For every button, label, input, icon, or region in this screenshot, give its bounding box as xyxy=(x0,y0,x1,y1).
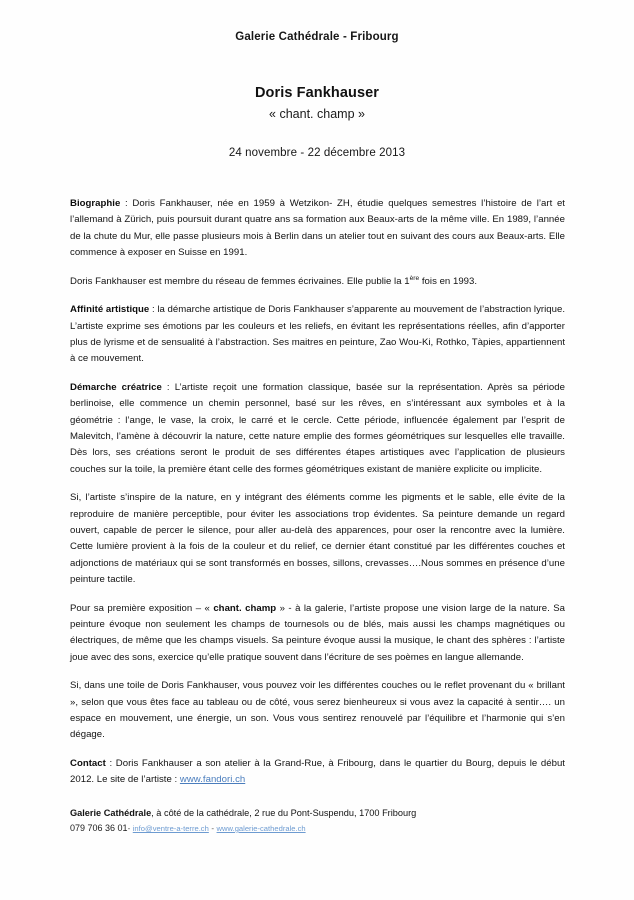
reseau-ordinal-suffix: ère xyxy=(409,274,420,282)
exposition-text-part2: » - à la galerie, l’artiste propose une vision large de la nature. Sa peinture évoque non seulement les champs de tournesols ou de blés, mais aussi les champs magnétiques ou électriques, de même que les champs visuels. Sa peinture évoque aussi la musique, le chant des sphères : l’artiste joue avec des sons, exercice qu’elle pratique souvent dans l’écriture de ses poèmes en langue allemande. xyxy=(70,602,565,663)
footer-address-line xyxy=(70,806,565,820)
paragraph-toile xyxy=(70,678,565,743)
exhibition-title: « chant. champ » xyxy=(269,107,365,121)
toile-text: Si, dans une toile de Doris Fankhauser, vous pouvez voir les différentes couches ou le reflet provenant du « brillant », selon que vous êtes face au tableau ou de côté, vous serez bienheureux si vous avez la capacité à sentir…. un espace en mouvement, une énergie, un son. Vous vous sentirez renouvelé par l’équilibre et l’harmonie qui s’en dégage. xyxy=(70,680,565,741)
demarche-lead-label: Démarche créatrice xyxy=(70,382,162,394)
footer-gallery-name: Galerie Cathédrale xyxy=(70,808,152,818)
biographie-lead-label: Biographie xyxy=(70,198,121,209)
paragraph-exposition xyxy=(70,601,565,666)
exposition-text-part1: Pour sa première exposition – « xyxy=(70,602,214,614)
paragraph-nature xyxy=(70,490,565,588)
biographie-text: : Doris Fankhauser, née en 1959 à Wetzikon- ZH, étudie quelques semestres l’histoire de l’art et l’allemand à Zürich, puis poursuit durant quatre ans sa formation aux Beaux-arts de la même ville. En 1989, l’année de la chute du Mur, elle passe plusieurs mois à Berlin dans un atelier tout en suivant des cours aux Beaux-arts. Elle commence à exposer en Suisse en 1991. xyxy=(70,198,565,258)
paragraph-affinite xyxy=(70,302,565,367)
artist-name: Doris Fankhauser xyxy=(254,85,380,101)
footer-email-link[interactable]: info@ventre-a-terre.ch xyxy=(132,824,209,833)
artist-website-link[interactable]: www.fandori.ch xyxy=(179,774,246,786)
paragraph-demarche xyxy=(70,380,565,478)
affinite-text: : la démarche artistique de Doris Fankhauser s’apparente au mouvement de l’abstraction lyrique. L’artiste exprime ses émotions par les couleurs et les reliefs, en évitant les représentations réelles, afin d’apporter plus de lyrisme et de sensualité à l’abstraction. Ses maitres en peinture, Zao Wou-Ki, Rothko, Tàpies, appartiennent à ce mouvement. xyxy=(70,304,566,365)
contact-text: : Doris Fankhauser a son atelier à la Grand-Rue, à Fribourg, dans le quartier du Bourg, depuis le début 2012. Le site de l’artiste : xyxy=(70,758,565,786)
gallery-header: Galerie Cathédrale - Fribourg xyxy=(235,31,399,43)
reseau-text-part2: fois en 1993. xyxy=(419,275,478,287)
footer-separator-2: - xyxy=(211,824,215,833)
paragraph-contact xyxy=(70,756,565,789)
footer-separator-1: - xyxy=(127,824,131,833)
affinite-lead-label: Affinité artistique xyxy=(70,304,150,316)
paragraph-biographie xyxy=(70,196,565,261)
footer-phone: 079 706 36 01 xyxy=(70,823,128,833)
paragraph-reseau xyxy=(70,274,565,290)
page-footer xyxy=(70,806,565,836)
footer-website-link[interactable]: www.galerie-cathedrale.ch xyxy=(216,824,306,833)
exposition-title-bold: chant. champ xyxy=(213,602,277,614)
demarche-text: : L’artiste reçoit une formation classique, basée sur la représentation. Après sa période berlinoise, elle commence un chemin personnel, basé sur les rêves, en s’intéressant aux symboles et à la géométrie : l’ange, le vase, la croix, le carré et le cercle. Cette période, influencée également par l’esprit de Malevitch, l’amène à découvrir la nature, cette nature emplie des formes géométriques sur lesquelles elle travaille. Dès lors, ses créations seront le produit de ses différentes étapes artistiques avec l’application de plusieurs couches sur la toile, la première étant celle des formes géométriques existant de manière explicite ou implicite. xyxy=(70,382,565,475)
nature-text: Si, l’artiste s’inspire de la nature, en y intégrant des éléments comme les pigments et le sable, elle évite de la reproduire de manière perceptible, pour éviter les associations trop évidentes. Sa peinture demande un regard ouvert, capable de percer le silence, pour aller au-delà des apparences, pour oser la rencontre avec la lumière. Cette lumière provient à la fois de la couleur et du relief, ce dernier étant constitué par les différentes couches et adjonctions de matériaux qui se sont transformés en bosses, sillons, crevasses….Nous sommes en présence d’une peinture tactile. xyxy=(70,492,565,585)
exhibition-dates: 24 novembre - 22 décembre 2013 xyxy=(228,147,406,159)
footer-contact-line xyxy=(70,821,565,836)
title-block xyxy=(0,85,634,121)
contact-lead-label: Contact xyxy=(70,758,106,770)
body-content xyxy=(70,196,565,801)
footer-address: , à côté de la cathédrale, 2 rue du Pont-Suspendu, 1700 Fribourg xyxy=(151,808,417,818)
reseau-text-part1: Doris Fankhauser est membre du réseau de femmes écrivaines. Elle publie la 1 xyxy=(70,275,410,287)
